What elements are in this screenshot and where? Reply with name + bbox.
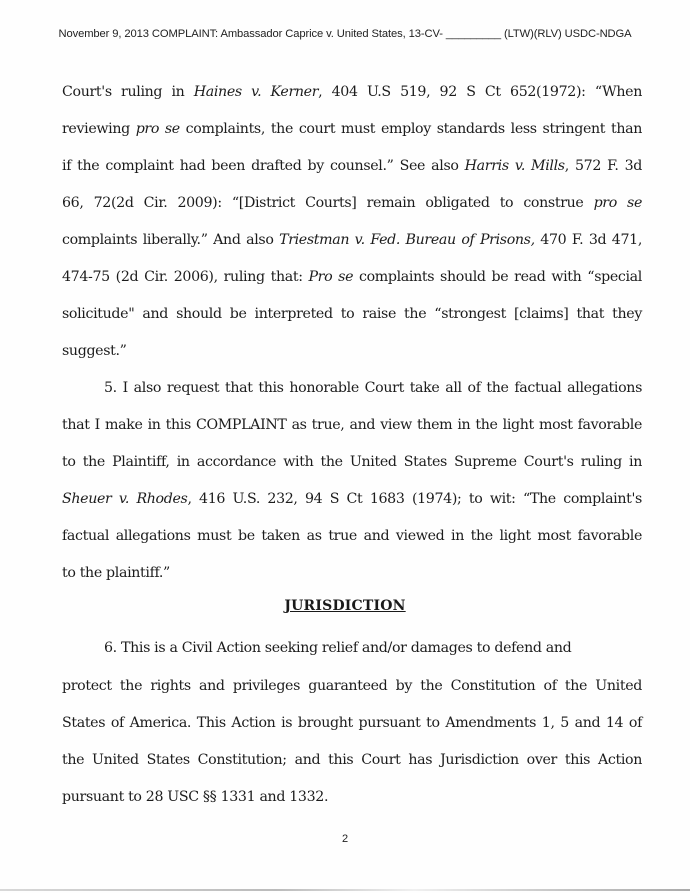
- body-line: [62, 157, 642, 175]
- paragraph-6-line: [104, 639, 604, 657]
- text-run: Court's ruling in: [62, 84, 194, 100]
- text-run: 66, 72(2d Cir. 2009): “[District Courts] remain obligated to construe: [62, 195, 594, 211]
- text-run: , 416 U.S. 232, 94 S Ct 1683 (1974); to wit: “The complaint's: [187, 491, 642, 507]
- text-run: to the plaintiff.”: [62, 565, 170, 581]
- italic-term: pro se: [135, 121, 180, 137]
- section-heading-jurisdiction: JURISDICTION: [284, 598, 406, 614]
- text-run: reviewing: [62, 121, 136, 137]
- text-run: complaints liberally.” And also: [62, 232, 280, 248]
- scan-edge-divider: [0, 889, 690, 891]
- page-header: November 9, 2013 COMPLAINT: Ambassador Caprice v. United States, 13-CV- _________ (LTW)(RLV) USDC-NDGA: [58, 28, 632, 40]
- text-run: complaints, the court must employ standards less stringent than: [179, 121, 643, 137]
- text-run: complaints should be read with “special: [353, 269, 642, 285]
- body-line: [62, 120, 642, 138]
- paragraph-5-line: [62, 527, 642, 545]
- text-run: , 404 U.S 519, 92 S Ct 652(1972): “When: [318, 84, 643, 100]
- paragraph-6-line: [62, 714, 642, 732]
- italic-term: pro se: [593, 195, 642, 211]
- body-line: [62, 194, 642, 212]
- page-number: 2: [341, 833, 349, 845]
- paragraph-5-line: [62, 416, 642, 434]
- text-run: States of America. This Action is brought pursuant to Amendments 1, 5 and 14 of: [62, 715, 642, 731]
- text-run: , 572 F. 3d: [564, 158, 642, 174]
- body-line: [62, 268, 642, 286]
- text-run: solicitude" and should be interpreted to raise the “strongest [claims] that they: [62, 306, 642, 322]
- text-run: the United States Constitution; and this Court has Jurisdiction over this Action: [62, 752, 642, 768]
- case-citation: Sheuer v. Rhodes: [62, 491, 188, 507]
- italic-term: Pro se: [308, 269, 354, 285]
- text-run: if the complaint had been drafted by counsel.” See also: [62, 158, 465, 174]
- case-citation: Harris v. Mills: [464, 158, 565, 174]
- body-line: [62, 305, 642, 323]
- text-run: 6. This is a Civil Action seeking relief and/or damages to defend and: [104, 640, 572, 656]
- case-citation: Triestman v. Fed. Bureau of Prisons,: [279, 232, 535, 248]
- body-line: [62, 231, 642, 249]
- text-run: factual allegations must be taken as true and viewed in the light most favorable: [62, 528, 642, 544]
- text-run: protect the rights and privileges guaranteed by the Constitution of the United: [62, 678, 642, 694]
- paragraph-5-line: [62, 564, 642, 582]
- text-run: 470 F. 3d 471,: [534, 232, 642, 248]
- text-run: 474-75 (2d Cir. 2006), ruling that:: [62, 269, 309, 285]
- body-line: [62, 342, 642, 360]
- paragraph-6-line: [62, 788, 642, 806]
- case-citation: Haines v. Kerner: [193, 84, 319, 100]
- paragraph-6-line: [62, 677, 642, 695]
- text-run: to the Plaintiff, in accordance with the United States Supreme Court's ruling in: [62, 454, 642, 470]
- paragraph-5-line: [62, 490, 642, 508]
- text-run: pursuant to 28 USC §§ 1331 and 1332.: [62, 789, 329, 805]
- body-line: [62, 83, 642, 101]
- text-run: that I make in this COMPLAINT as true, and view them in the light most favorable: [62, 417, 642, 433]
- text-run: suggest.”: [62, 343, 127, 359]
- paragraph-6-line: [62, 751, 642, 769]
- paragraph-5-line: [62, 453, 642, 471]
- paragraph-5-line: [104, 379, 642, 397]
- text-run: 5. I also request that this honorable Court take all of the factual allegations: [104, 380, 642, 396]
